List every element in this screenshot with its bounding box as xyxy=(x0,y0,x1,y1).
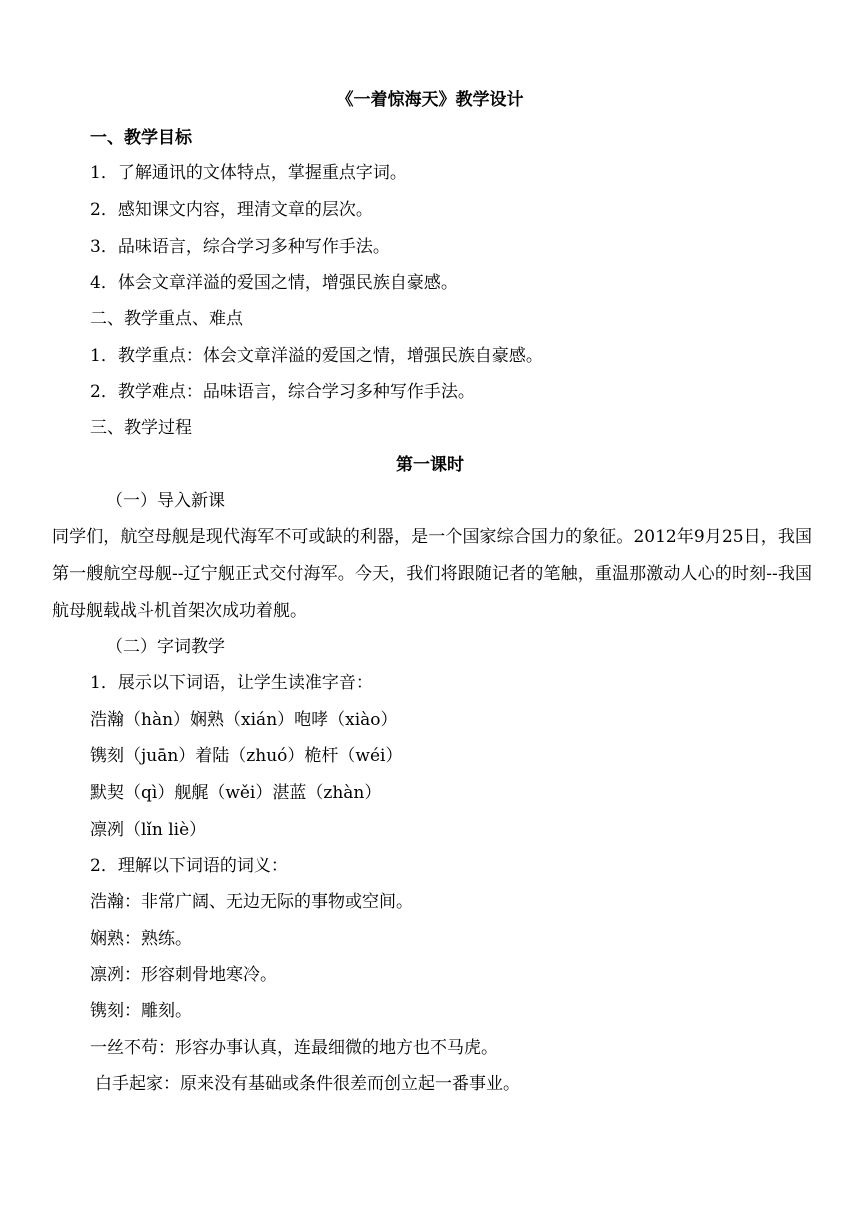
section-heading-process: 三、教学过程 xyxy=(90,418,192,438)
section-heading-key-points: 二、教学重点、难点 xyxy=(90,309,243,329)
definition-item: 浩瀚：非常广阔、无边无际的事物或空间。 xyxy=(90,892,413,912)
goal-item-1: 1．了解通讯的文体特点，掌握重点字词。 xyxy=(90,163,407,183)
definition-item: 一丝不苟：形容办事认真，连最细微的地方也不马虎。 xyxy=(90,1038,498,1058)
pinyin-line-3: 默契（qì）舰艉（wěi）湛蓝（zhàn） xyxy=(90,783,382,803)
intro-paragraph: 同学们，航空母舰是现代海军不可或缺的利器，是一个国家综合国力的象征。2012年9月25日，我国第一艘航空母舰--辽宁舰正式交付海军。今天，我们将跟随记者的笔触，重温那激动人心的时刻--我国航母舰载战斗机首架次成功着舰。 xyxy=(52,527,812,621)
goal-item-2: 2．感知课文内容，理清文章的层次。 xyxy=(90,200,373,220)
part-heading-intro: （一）导入新课 xyxy=(106,491,225,511)
lesson-heading: 第一课时 xyxy=(396,455,464,475)
goal-item-4: 4．体会文章洋溢的爱国之情，增强民族自豪感。 xyxy=(90,273,458,293)
definition-item: 凛冽：形容刺骨地寒冷。 xyxy=(90,965,277,985)
definition-item: 娴熟：熟练。 xyxy=(90,929,192,949)
document-title: 《一着惊海天》教学设计 xyxy=(336,90,524,110)
pinyin-line-4: 凛冽（lǐn liè） xyxy=(90,820,207,840)
vocab-step-2: 2．理解以下词语的词义： xyxy=(90,856,288,876)
part-heading-vocabulary: （二）字词教学 xyxy=(106,637,225,657)
definition-item: 镌刻：雕刻。 xyxy=(90,1001,192,1021)
section-heading-goals: 一、教学目标 xyxy=(90,128,192,148)
pinyin-line-2: 镌刻（juān）着陆（zhuó）桅杆（wéi） xyxy=(90,746,403,766)
goal-item-3: 3．品味语言，综合学习多种写作手法。 xyxy=(90,237,390,257)
key-point-2: 2．教学难点：品味语言，综合学习多种写作手法。 xyxy=(90,382,475,402)
vocab-step-1: 1．展示以下词语，让学生读准字音： xyxy=(90,673,373,693)
key-point-1: 1．教学重点：体会文章洋溢的爱国之情，增强民族自豪感。 xyxy=(90,346,543,366)
pinyin-line-1: 浩瀚（hàn）娴熟（xián）咆哮（xiào） xyxy=(90,710,398,730)
definition-item: 白手起家：原来没有基础或条件很差而创立起一番事业。 xyxy=(95,1074,520,1094)
